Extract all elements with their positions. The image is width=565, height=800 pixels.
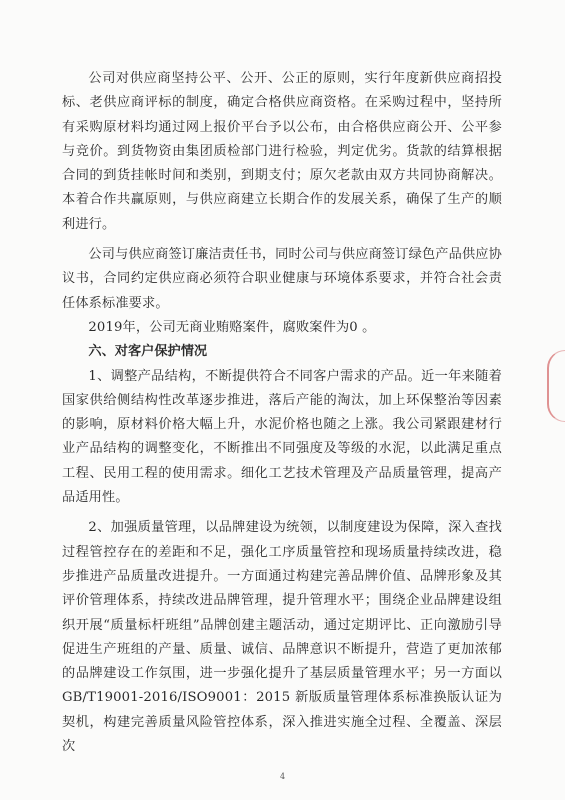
paragraph-corruption-cases: 2019年，公司无商业贿赂案件，腐败案件为0 。 [88,319,376,335]
document-body [62,67,502,759]
page-number: 4 [279,772,286,781]
section-heading-customer-protection: 六、对客户保护情况 [88,344,208,360]
paragraph-integrity-agreement: 公司与供应商签订廉洁责任书，同时公司与供应商签订绿色产品供应协议书，合同约定供应商必须符合职业健康与环境体系要求，并符合社会责任体系标准要求。 [62,247,502,311]
paragraph-product-structure: 1、调整产品结构，不断提供符合不同客户需求的产品。近一年来随着国家供给侧结构性改革逐步推进，落后产能的淘汰，加上环保整治等因素的影响，原材料价格大幅上升，水泥价格也随之上涨。我公司紧跟建材行业产品结构的调整变化，不断推出不同强度及等级的水泥，以此满足重点工程、民用工程的使用需求。细化工艺技术管理及产品质量管理，提高产品适用性。 [62,368,502,506]
seal-stamp-fragment [547,350,565,422]
paragraph-supplier-policy: 公司对供应商坚持公平、公开、公正的原则，实行年度新供应商招投标、老供应商评标的制度，确定合格供应商资格。在采购过程中，坚持所有采购原材料均通过网上报价平台予以公布，由合格供应商公开、公平参与竞价。到货物资由集团质检部门进行检验，判定优劣。货款的结算根据合同的到货挂帐时间和类别，到期支付；原欠老款由双方共同协商解决。本着合作共赢原则，与供应商建立长期合作的发展关系，确保了生产的顺利进行。 [62,71,502,232]
paragraph-quality-management: 2、加强质量管理，以品牌建设为统领，以制度建设为保障，深入查找过程管控存在的差距和不足，强化工序质量管控和现场质量持续改进，稳步推进产品质量改进提升。一方面通过构建完善品牌价值、品牌形象及其评价管理体系，持续改进品牌管理，提升管理水平；围绕企业品牌建设组织开展“质量标杆班组”品牌创建主题活动，通过定期评比、正向激励引导促进生产班组的产量、质量、诚信、品牌意识不断提升，营造了更加浓郁的品牌建设工作氛围，进一步强化提升了基层质量管理水平；另一方面以 GB/T19001-2016/ISO9001：2015 新版质量管理体系标准换版认证为契机，构建完善质量风险管控体系，深入推进实施全过程、全覆盖、深层次 [62,520,502,755]
